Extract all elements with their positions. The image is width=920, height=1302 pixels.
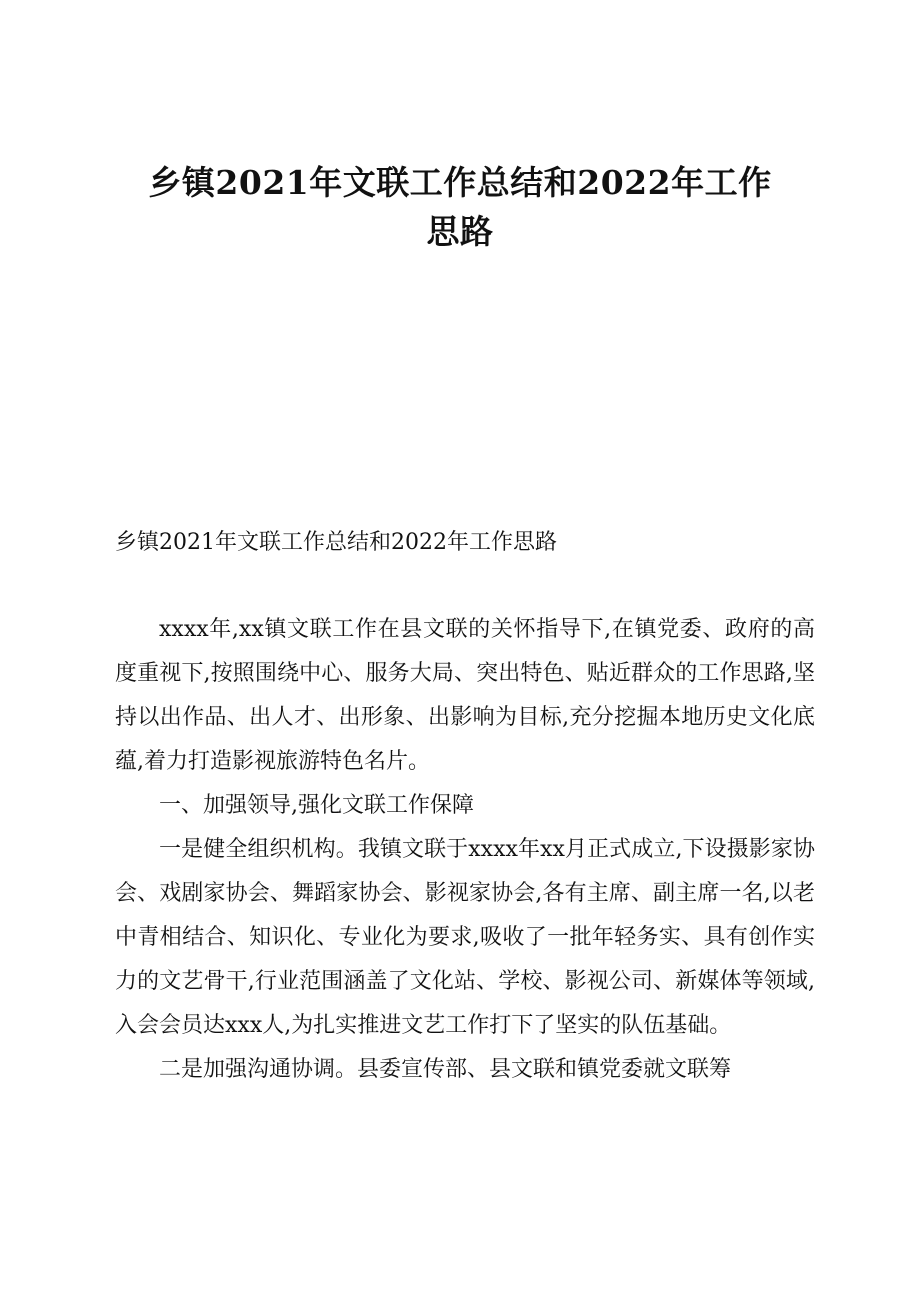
paragraph-coordination: 二是加强沟通协调。县委宣传部、县文联和镇党委就文联筹	[159, 1057, 732, 1082]
section-heading-1: 一、加强领导,强化文联工作保障	[159, 793, 474, 818]
paragraph-organization: 一是健全组织机构。我镇文联于xxxx年xx月正式成立,下设摄影家协会、戏剧家协会、舞蹈家协会、影视家协会,各有主席、副主席一名,以老中青相结合、知识化、专业化为要求,吸收了一批年轻务实、具有创作实力的文艺骨干,行业范围涵盖了文化站、学校、影视公司、新媒体等领域,入会会员达xxx人,为扎实推进文艺工作打下了坚实的队伍基础。	[115, 837, 815, 1038]
cover-title	[110, 158, 810, 256]
paragraph-intro: xxxx年,xx镇文联工作在县文联的关怀指导下,在镇党委、政府的高度重视下,按照围绕中心、服务大局、突出特色、贴近群众的工作思路,坚持以出作品、出人才、出形象、出影响为目标,充分挖掘本地历史文化底蕴,着力打造影视旅游特色名片。	[115, 617, 815, 774]
cover-title-line-1: 乡镇2021年文联工作总结和2022年工作	[148, 163, 772, 202]
document-body	[115, 521, 815, 1092]
cover-title-line-2: 思路	[426, 212, 494, 251]
document-heading: 乡镇2021年文联工作总结和2022年工作思路	[115, 530, 557, 555]
